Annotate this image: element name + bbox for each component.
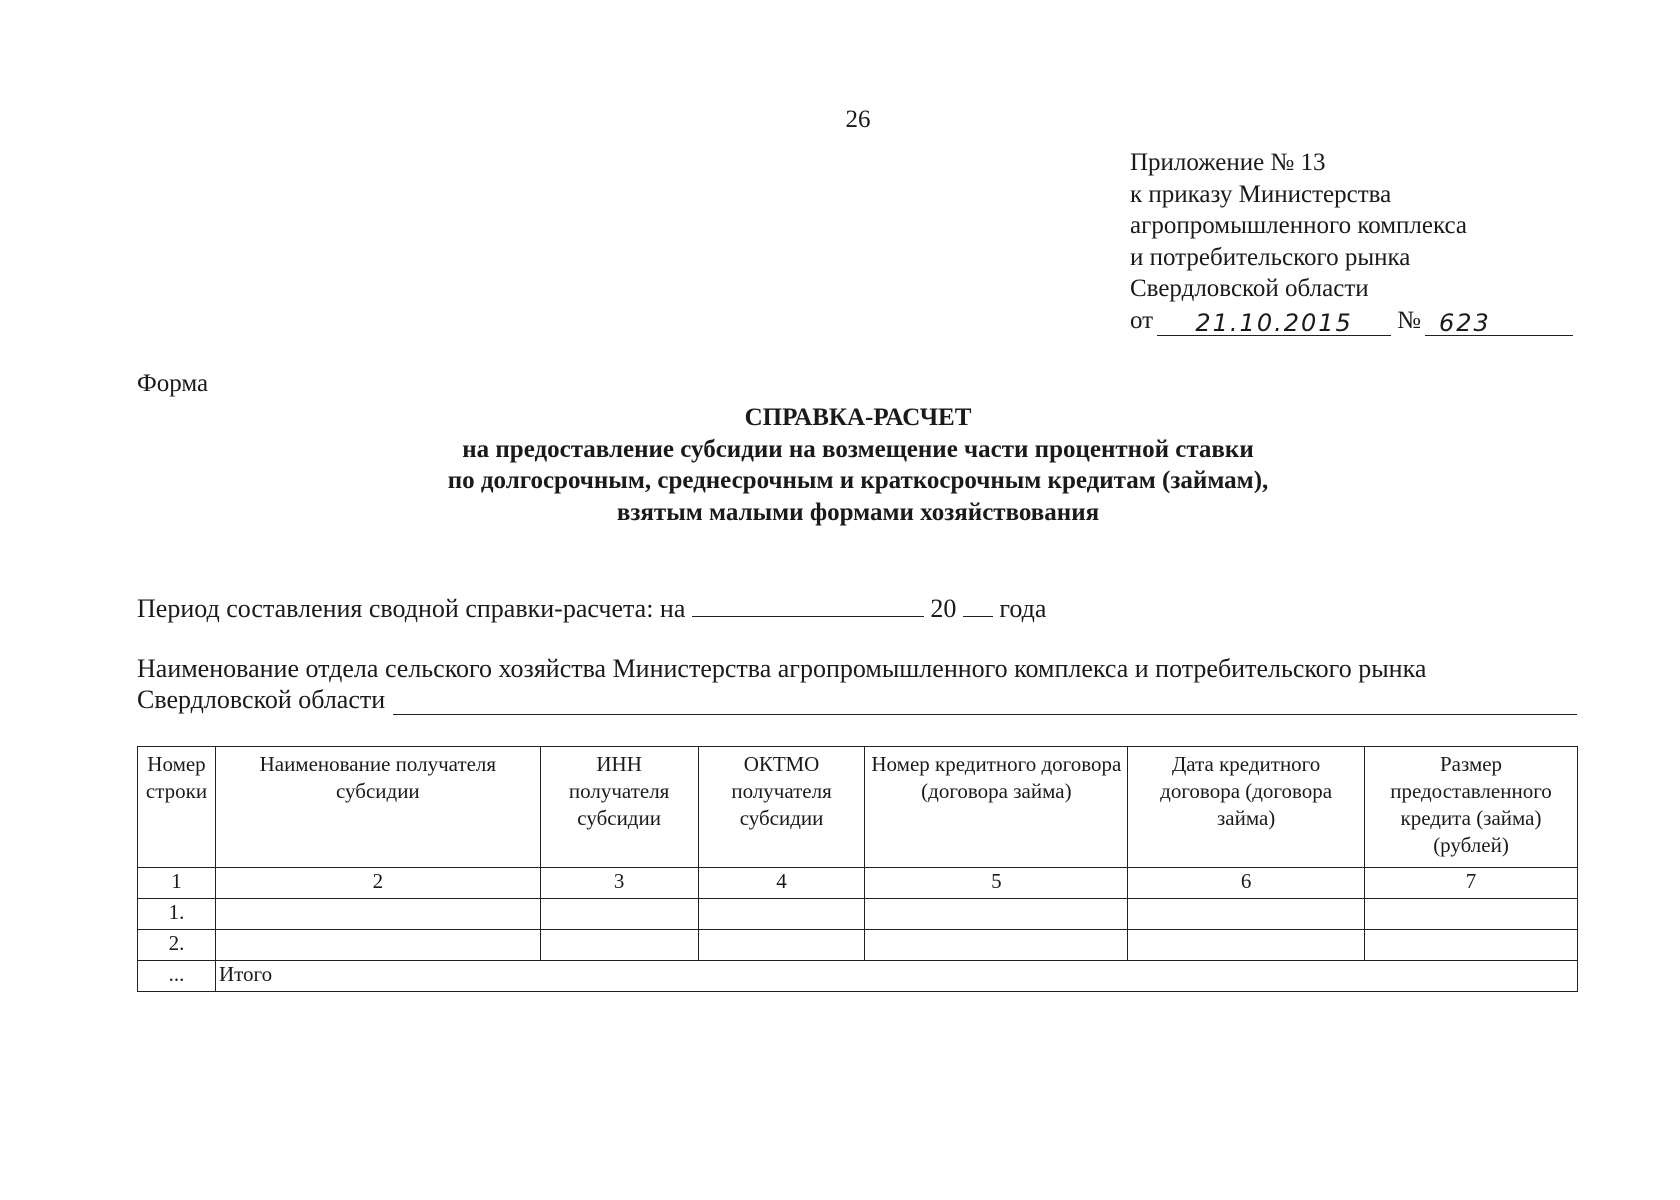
date-prefix: от [1130, 306, 1154, 334]
calculation-table [137, 746, 1578, 992]
appendix-line: Приложение № 13 [1130, 149, 1326, 176]
header-credit-amount: Размер предоставленного кредита (займа) (рублей) [1365, 747, 1578, 868]
header-contract-date: Дата кредитного договора (договора займа) [1128, 747, 1365, 868]
page-number: 26 [845, 106, 871, 133]
header-row-number: Номер строки [138, 747, 216, 868]
header-oktmo: ОКТМО получателя субсидии [698, 747, 865, 868]
column-number: 7 [1365, 868, 1578, 899]
title-subtitle-line: на предоставление субсидии на возмещение части процентной ставки [462, 435, 1254, 463]
column-number: 1 [138, 868, 216, 899]
document-title [0, 402, 1680, 528]
table-cell [215, 930, 540, 961]
period-year-prefix: 20 [930, 594, 957, 623]
period-suffix: года [999, 594, 1047, 623]
order-date-handwritten: 21.10.2015 [1157, 311, 1391, 336]
table-cell [1365, 930, 1578, 961]
table-cell [1365, 899, 1578, 930]
column-number: 4 [698, 868, 865, 899]
table-cell [1128, 930, 1365, 961]
department-blank [393, 690, 1577, 715]
table-row [138, 930, 1578, 961]
title-subtitle-line: взятым малыми формами хозяйствования [616, 498, 1100, 526]
appendix-line: агропромышленного комплекса [1130, 212, 1468, 239]
period-blank [692, 594, 924, 617]
header-contract-number: Номер кредитного договора (договора займа) [865, 747, 1128, 868]
order-number-handwritten: 623 [1425, 311, 1573, 336]
table-cell [865, 930, 1128, 961]
row-number: 1. [138, 899, 216, 930]
row-number: 2. [138, 930, 216, 961]
table-cell [698, 930, 865, 961]
column-number: 5 [865, 868, 1128, 899]
total-row [138, 961, 1578, 992]
total-label: Итого [215, 961, 1577, 992]
title-main: СПРАВКА-РАСЧЕТ [744, 404, 972, 431]
period-prefix: Период составления сводной справки-расчета: на [137, 594, 686, 623]
column-number: 6 [1128, 868, 1365, 899]
title-subtitle-line: по долгосрочным, среднесрочным и краткосрочным кредитам (займам), [447, 467, 1269, 494]
table-cell [540, 930, 698, 961]
table-cell [215, 899, 540, 930]
row-number: ... [138, 961, 216, 992]
form-label: Форма [137, 370, 209, 397]
table-cell [540, 899, 698, 930]
order-date-number-line [1130, 305, 1579, 337]
period-year-blank [963, 594, 993, 617]
appendix-line: к приказу Министерства [1130, 180, 1392, 208]
column-number: 3 [540, 868, 698, 899]
department-block [137, 653, 1577, 715]
header-inn: ИНН получателя субсидии [540, 747, 698, 868]
appendix-line: Свердловской области [1130, 275, 1369, 302]
table-cell [698, 899, 865, 930]
appendix-line: и потребительского рынка [1130, 243, 1411, 271]
number-prefix: № [1397, 306, 1421, 334]
department-line: Свердловской области [137, 685, 386, 714]
department-line: Наименование отдела сельского хозяйства Министерства агропромышленного комплекса и потребительского рынка [137, 654, 1427, 683]
header-recipient-name: Наименование получателя субсидии [215, 747, 540, 868]
table-row [138, 899, 1578, 930]
table-cell [1128, 899, 1365, 930]
column-numbers-row [138, 868, 1578, 899]
appendix-block [1130, 147, 1579, 336]
column-number: 2 [215, 868, 540, 899]
period-line [137, 594, 1046, 624]
table-cell [865, 899, 1128, 930]
